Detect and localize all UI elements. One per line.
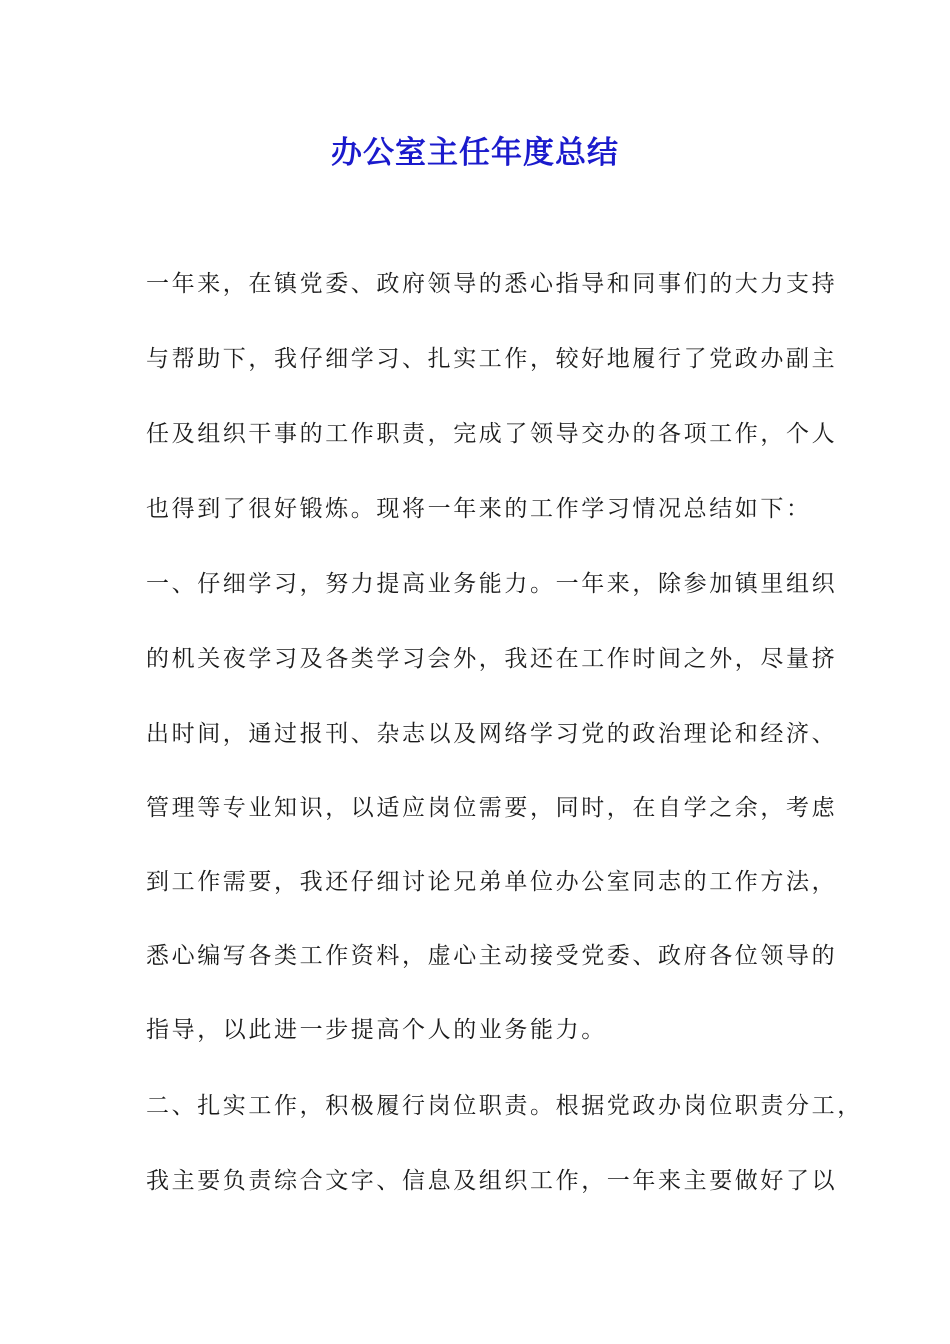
paragraph-line: 我主要负责综合文字、信息及组织工作，一年来主要做好了以 [146, 1168, 838, 1194]
document-title: 办公室主任年度总结 [331, 135, 619, 171]
paragraph-line: 悉心编写各类工作资料，虚心主动接受党委、政府各位领导的 [146, 943, 838, 969]
paragraph-line: 管理等专业知识，以适应岗位需要，同时，在自学之余，考虑 [146, 795, 838, 821]
paragraph-line: 二、扎实工作，积极履行岗位职责。根据党政办岗位职责分工， [146, 1093, 863, 1119]
paragraph-line: 到工作需要，我还仔细讨论兄弟单位办公室同志的工作方法， [146, 869, 838, 895]
paragraph-line: 的机关夜学习及各类学习会外，我还在工作时间之外，尽量挤 [146, 646, 838, 672]
paragraph-line: 也得到了很好锻炼。现将一年来的工作学习情况总结如下： [146, 496, 812, 522]
paragraph-line: 一、仔细学习，努力提高业务能力。一年来，除参加镇里组织 [146, 571, 838, 597]
paragraph-line: 与帮助下，我仔细学习、扎实工作，较好地履行了党政办副主 [146, 346, 838, 372]
paragraph-line: 一年来，在镇党委、政府领导的悉心指导和同事们的大力支持 [146, 271, 838, 297]
paragraph-line: 任及组织干事的工作职责，完成了领导交办的各项工作，个人 [146, 421, 838, 447]
paragraph-line: 指导，以此进一步提高个人的业务能力。 [146, 1017, 607, 1043]
paragraph-line: 出时间，通过报刊、杂志以及网络学习党的政治理论和经济、 [146, 721, 838, 747]
